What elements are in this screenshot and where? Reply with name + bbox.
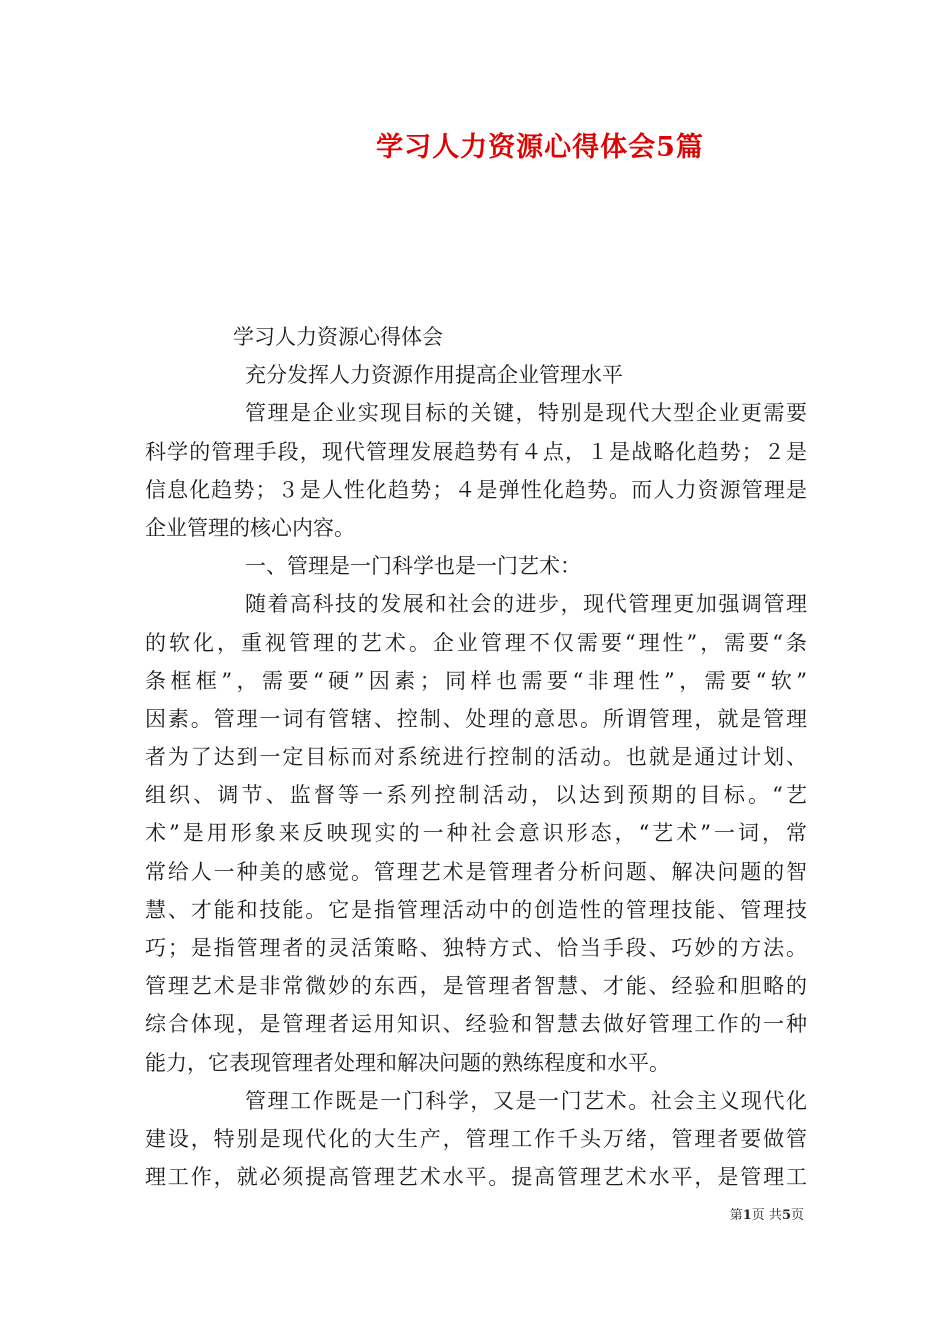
paragraph-line: 建设，特别是现代化的大生产，管理工作千头万绪，管理者要做管 xyxy=(145,1126,807,1151)
paragraph-line: 科学的管理手段，现代管理发展趋势有４点，１是战略化趋势；２是 xyxy=(145,439,807,464)
paragraph-line: 的软化，重视管理的艺术。企业管理不仅需要“理性”，需要“条 xyxy=(145,630,807,655)
page-footer xyxy=(730,1207,804,1225)
document-body xyxy=(145,318,807,1196)
section-heading: 学习人力资源心得体会 xyxy=(233,325,443,349)
paragraph-line: 管理艺术是非常微妙的东西，是管理者智慧、才能、经验和胆略的 xyxy=(145,974,807,999)
section-heading: 一、管理是一门科学也是一门艺术： xyxy=(245,554,581,579)
document-title: 学习人力资源心得体会5篇 xyxy=(376,132,704,163)
paragraph-line: 随着高科技的发展和社会的进步，现代管理更加强调管理 xyxy=(245,592,807,617)
paragraph-line: 信息化趋势；３是人性化趋势；４是弹性化趋势。而人力资源管理是 xyxy=(145,477,807,502)
paragraph-line: 管理工作既是一门科学，又是一门艺术。社会主义现代化 xyxy=(245,1088,807,1113)
paragraph-line: 条框框”，需要“硬”因素；同样也需要“非理性”，需要“软” xyxy=(145,668,807,693)
paragraph-line: 慧、才能和技能。它是指管理活动中的创造性的管理技能、管理技 xyxy=(145,897,807,922)
paragraph-line: 因素。管理一词有管辖、控制、处理的意思。所谓管理，就是管理 xyxy=(145,706,807,731)
footer-current-page: 1 xyxy=(742,1208,752,1223)
footer-suffix: 页 xyxy=(790,1208,804,1223)
paragraph-line: 组织、调节、监督等一系列控制活动，以达到预期的目标。“艺 xyxy=(145,783,807,808)
paragraph-line: 综合体现，是管理者运用知识、经验和智慧去做好管理工作的一种 xyxy=(145,1012,807,1037)
paragraph-line: 术”是用形象来反映现实的一种社会意识形态，“艺术”一词，常 xyxy=(145,821,807,846)
paragraph-line: 巧；是指管理者的灵活策略、独特方式、恰当手段、巧妙的方法。 xyxy=(145,936,807,960)
footer-total-pages: 5 xyxy=(781,1208,791,1223)
paragraph-line: 者为了达到一定目标而对系统进行控制的活动。也就是通过计划、 xyxy=(145,745,807,770)
footer-prefix: 第 xyxy=(729,1208,743,1223)
footer-middle: 页 共 xyxy=(751,1208,782,1223)
paragraph-line: 常给人一种美的感觉。管理艺术是管理者分析问题、解决问题的智 xyxy=(145,859,807,884)
paragraph-line: 理工作，就必须提高管理艺术水平。提高管理艺术水平，是管理工 xyxy=(145,1165,807,1190)
paragraph-line: 能力，它表现管理者处理和解决问题的熟练程度和水平。 xyxy=(145,1050,670,1075)
paragraph-heading: 充分发挥人力资源作用提高企业管理水平 xyxy=(245,363,623,388)
paragraph-line: 企业管理的核心内容。 xyxy=(145,515,355,540)
paragraph-line: 管理是企业实现目标的关键，特别是现代大型企业更需要 xyxy=(245,401,807,426)
